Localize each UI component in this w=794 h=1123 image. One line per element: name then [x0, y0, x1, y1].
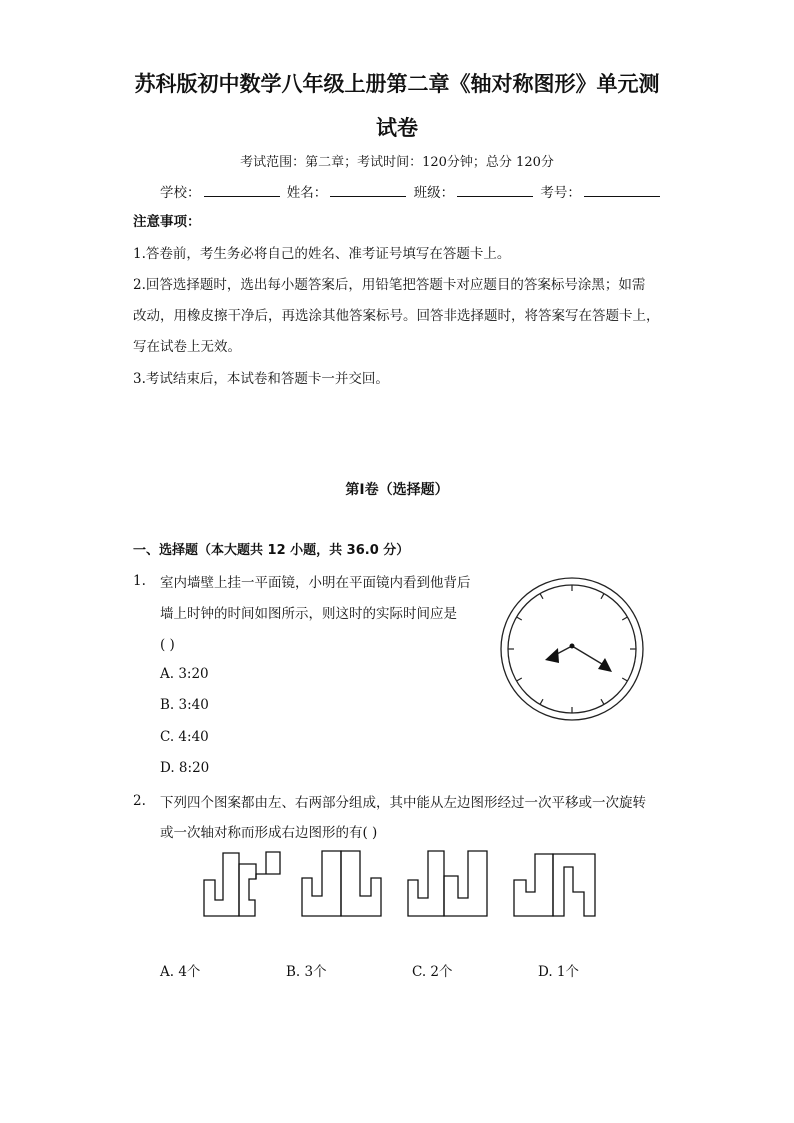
notice-item-3: 3.考试结束后，本试卷和答题卡一并交回。 [133, 371, 389, 387]
q2-option-c[interactable]: C. 2个 [412, 964, 453, 980]
clock-outer-rim [501, 578, 643, 720]
q1-option-d[interactable]: D. 8:20 [160, 760, 210, 776]
clock-minute-hand [572, 646, 602, 664]
clock-hour-hand-tip [545, 648, 559, 663]
q2-option-d[interactable]: D. 1个 [538, 964, 580, 980]
pattern-1 [204, 852, 280, 916]
q1-option-a[interactable]: A. 3:20 [160, 666, 209, 682]
exam-meta: 考试范围：第二章；考试时间：120分钟；总分 120分 [240, 155, 554, 170]
name-blank[interactable] [330, 183, 406, 197]
name-label: 姓名： [286, 185, 328, 201]
q2-text-line1: 下列四个图案都由左、右两部分组成，其中能从左边图形经过一次平移或一次旋转 [160, 795, 646, 811]
q2-number: 2. [133, 793, 146, 809]
part-title: 第Ⅰ卷（选择题） [345, 482, 449, 498]
section-heading: 一、选择题（本大题共 12 小题，共 36.0 分） [133, 543, 410, 558]
notice-item-1: 1.答卷前，考生务必将自己的姓名、准考证号填写在答题卡上。 [133, 246, 511, 262]
clock-tick [622, 678, 627, 681]
q1-text-line3: ( ) [160, 637, 175, 653]
notice-item-2-line3: 写在试卷上无效。 [133, 339, 241, 355]
q2-text-line2: 或一次轴对称而形成右边图形的有( ) [160, 825, 378, 841]
q1-text-line1: 室内墙壁上挂一平面镜，小明在平面镜内看到他背后 [160, 575, 471, 591]
clock-inner-rim [508, 585, 636, 713]
q1-number: 1. [133, 573, 146, 589]
clock-tick [517, 617, 522, 620]
pattern-4 [514, 854, 595, 916]
clock-tick [601, 594, 604, 599]
q1-text-line2: 墙上时钟的时间如图所示，则这时的实际时间应是 [160, 606, 457, 622]
class-blank[interactable] [457, 183, 533, 197]
clock-center-pin [570, 644, 575, 649]
clock-tick [622, 617, 627, 620]
q2-option-b[interactable]: B. 3个 [286, 964, 327, 980]
notice-item-2-line1: 2.回答选择题时，选出每小题答案后，用铅笔把答题卡对应题目的答案标号涂黑；如需 [133, 277, 646, 293]
student-info-row [160, 181, 663, 201]
pattern-figures [196, 844, 606, 924]
class-label: 班级： [413, 185, 455, 201]
q1-option-b[interactable]: B. 3:40 [160, 697, 209, 713]
pattern-2 [302, 851, 381, 916]
school-blank[interactable] [204, 183, 280, 197]
notice-item-2-line2: 改动，用橡皮擦干净后，再选涂其他答案标号。回答非选择题时，将答案写在答题卡上， [133, 308, 660, 324]
pattern-3 [408, 851, 487, 916]
q1-option-c[interactable]: C. 4:40 [160, 729, 209, 745]
document-title-line2: 试卷 [376, 116, 418, 140]
clock-tick [540, 699, 543, 704]
clock-tick [517, 678, 522, 681]
mirror-clock-figure [499, 576, 645, 722]
q2-option-a[interactable]: A. 4个 [160, 964, 201, 980]
document-title-line1: 苏科版初中数学八年级上册第二章《轴对称图形》单元测 [134, 72, 660, 96]
notice-heading: 注意事项： [133, 214, 201, 230]
number-blank[interactable] [584, 183, 660, 197]
clock-tick [540, 594, 543, 599]
school-label: 学校： [160, 185, 201, 201]
number-label: 考号： [540, 185, 581, 201]
clock-minute-hand-tip [598, 658, 612, 672]
clock-tick [601, 699, 604, 704]
